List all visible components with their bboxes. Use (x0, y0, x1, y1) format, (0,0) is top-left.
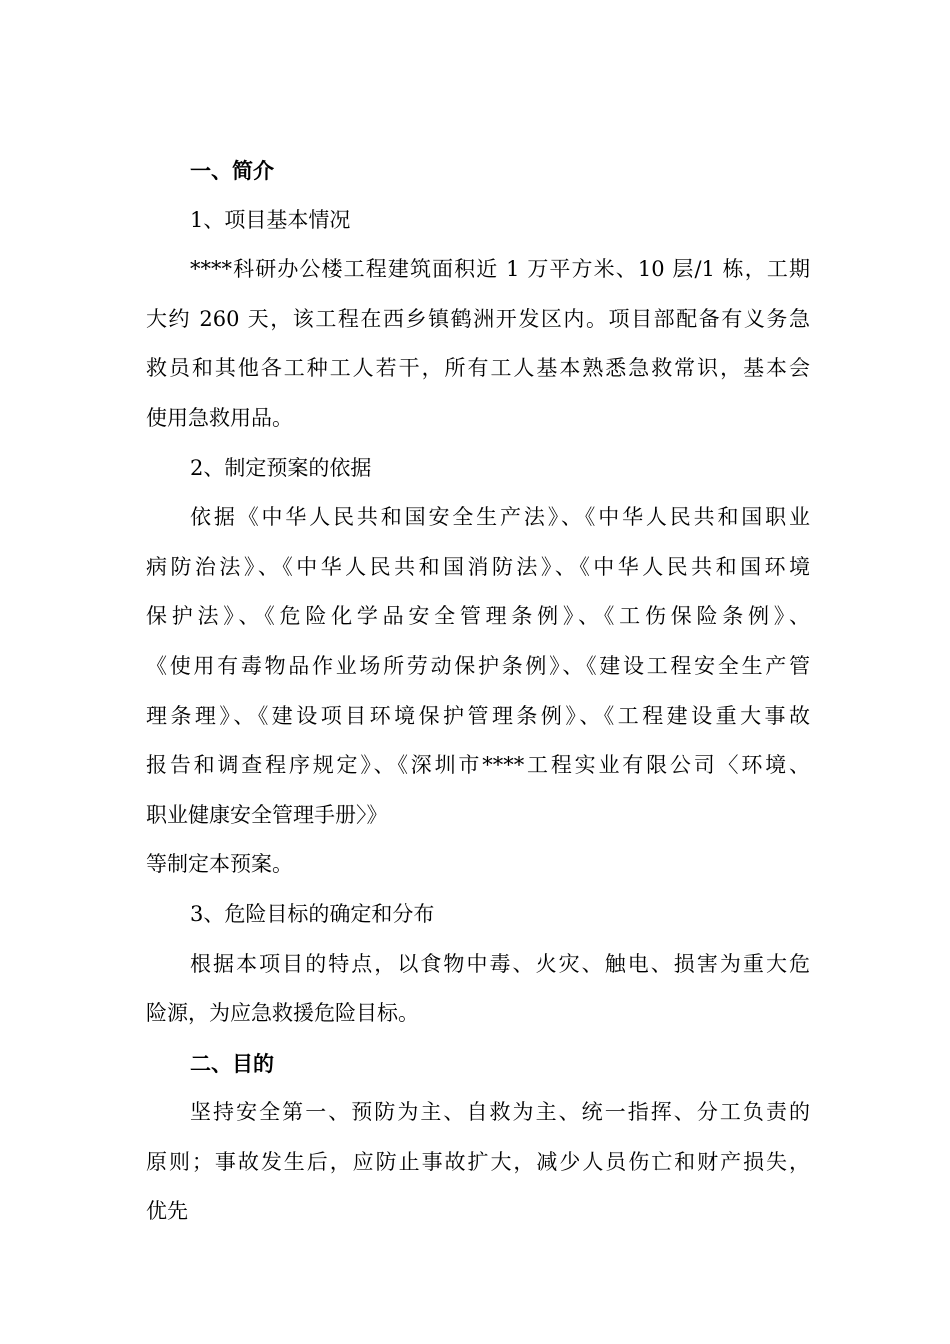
paragraph-line: 报告和调查程序规定》、《深圳市****工程实业有限公司〈环境、 (146, 753, 810, 778)
paragraph-line: 依据《中华人民共和国安全生产法》、《中华人民共和国职业 (190, 505, 810, 530)
paragraph-line: 病防治法》、《中华人民共和国消防法》、《中华人民共和国环境 (146, 554, 810, 579)
paragraph-line: 保护法》、《危险化学品安全管理条例》、《工伤保险条例》、 (146, 604, 810, 629)
paragraph-line: 等制定本预案。 (146, 852, 293, 877)
paragraph-line: 坚持安全第一、预防为主、自救为主、统一指挥、分工负责的 (190, 1100, 810, 1125)
paragraph-line: 大约 260 天，该工程在西乡镇鹤洲开发区内。项目部配备有义务急 (146, 306, 810, 331)
paragraph-line: 《使用有毒物品作业场所劳动保护条例》、《建设工程安全生产管 (146, 653, 810, 678)
section-heading-purpose: 二、目的 (190, 1050, 274, 1076)
paragraph-line: 优先 (146, 1199, 188, 1224)
document-body (146, 146, 810, 1237)
paragraph-line: 职业健康安全管理手册〉》 (146, 802, 388, 827)
section-heading-intro: 一、简介 (190, 158, 274, 183)
paragraph-line: 险源，为应急救援危险目标。 (146, 1001, 419, 1026)
subsection-title-basis: 2、制定预案的依据 (190, 455, 372, 480)
subsection-title-project-overview: 1、项目基本情况 (190, 207, 351, 232)
paragraph-line: ****科研办公楼工程建筑面积近 1 万平方米、10 层/1 栋，工期 (190, 257, 810, 282)
paragraph-line: 使用急救用品。 (146, 405, 293, 430)
paragraph-line: 原则；事故发生后，应防止事故扩大，减少人员伤亡和财产损失， (146, 1149, 810, 1174)
subsection-title-hazard-targets: 3、危险目标的确定和分布 (190, 901, 435, 926)
paragraph-line: 理条理》、《建设项目环境保护管理条例》、《工程建设重大事故 (146, 703, 810, 728)
paragraph-line: 救员和其他各工种工人若干，所有工人基本熟悉急救常识，基本会 (146, 356, 810, 381)
paragraph-line: 根据本项目的特点，以食物中毒、火灾、触电、损害为重大危 (190, 951, 810, 976)
